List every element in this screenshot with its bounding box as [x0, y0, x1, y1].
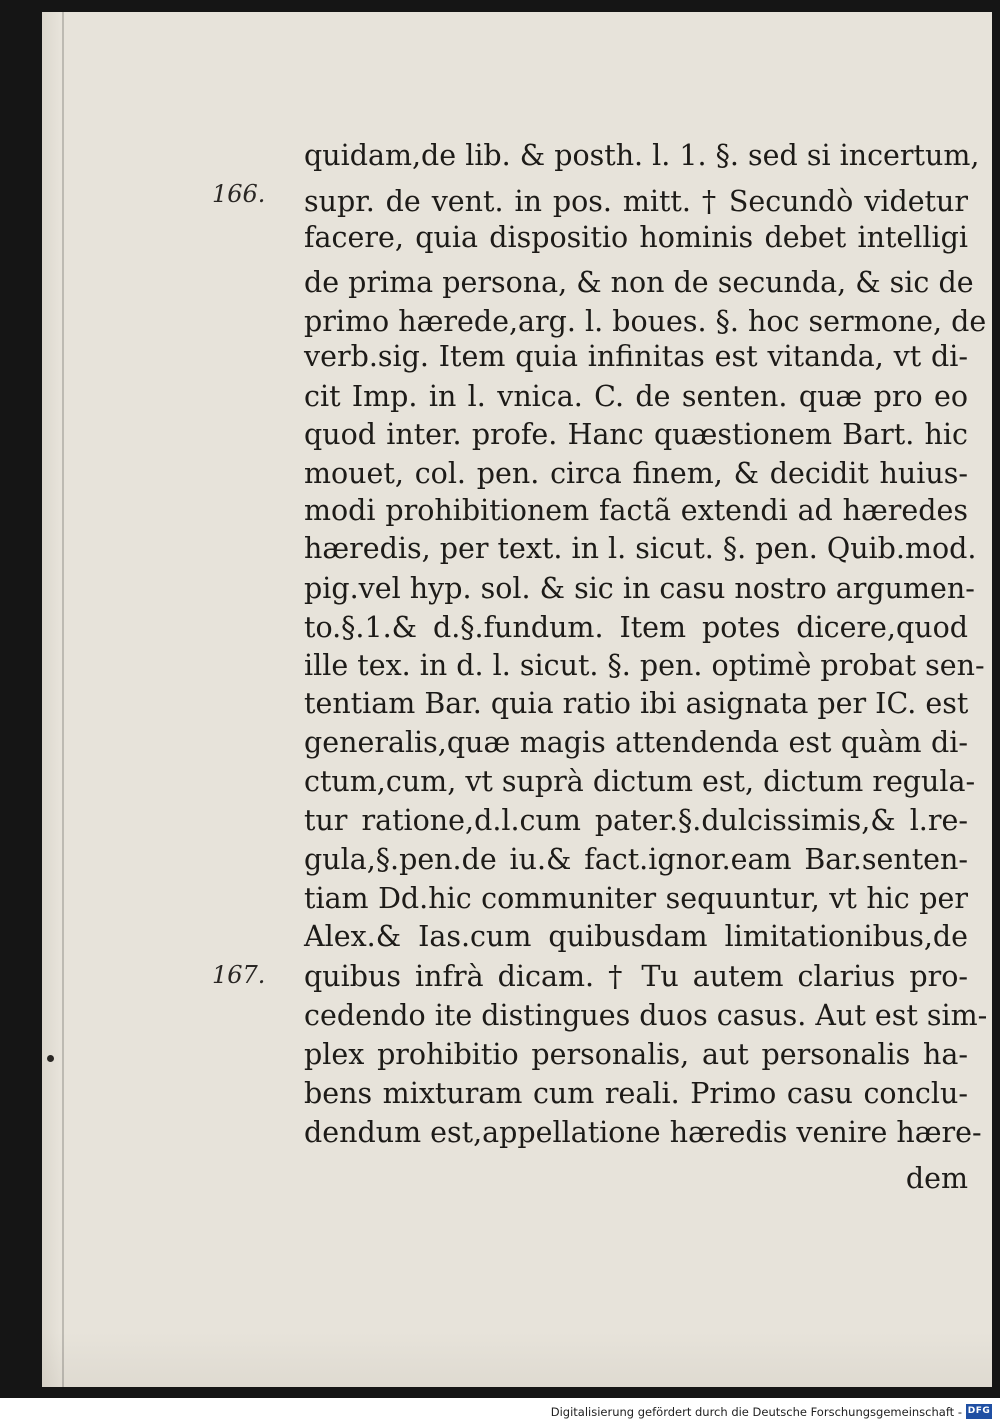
footer-bar: [0, 1398, 1000, 1425]
marginal-number: 167.: [212, 961, 266, 989]
text-line: quibus infrà dicam. † Tu autem clarius pro-: [304, 960, 968, 993]
text-line: de prima persona, & non de secunda, & sic de: [304, 266, 974, 299]
text-line: quidam,de lib. & posth. l. 1. §. sed si incertum,: [304, 139, 980, 172]
text-line: primo hærede,arg. l. boues. §. hoc sermone, de: [304, 305, 987, 338]
dfg-logo-icon: DFG: [966, 1404, 992, 1419]
text-line: tiam Dd.hic communiter sequuntur, vt hic per: [304, 882, 968, 915]
text-line: hæredis, per text. in l. sicut. §. pen. Quib.mod.: [304, 532, 977, 565]
margin-dot-mark: [47, 1055, 54, 1062]
page-gutter: [62, 12, 64, 1387]
text-line: Alex.& Ias.cum quibusdam limitationibus,de: [304, 920, 968, 953]
catchword: dem: [905, 1162, 968, 1195]
text-line: generalis,quæ magis attendenda est quàm di-: [304, 726, 968, 759]
text-line: verb.sig. Item quia infinitas est vitanda, vt di-: [304, 340, 968, 373]
text-line: mouet, col. pen. circa finem, & decidit huius-: [304, 457, 968, 490]
text-line: quod inter. profe. Hanc quæstionem Bart. hic: [304, 418, 968, 451]
text-line: pig.vel hyp. sol. & sic in casu nostro argumen-: [304, 572, 975, 605]
text-line: bens mixturam cum reali. Primo casu conclu-: [304, 1077, 968, 1110]
text-line: ctum,cum, vt suprà dictum est, dictum regula-: [304, 765, 976, 798]
text-line: modi prohibitionem factã extendi ad hæredes: [304, 494, 968, 527]
text-line: facere, quia dispositio hominis debet intelligi: [304, 221, 968, 254]
text-line: cit Imp. in l. vnica. C. de senten. quæ pro eo: [304, 380, 968, 413]
marginal-number: 166.: [212, 180, 266, 208]
text-line: dendum est,appellatione hæredis venire hære-: [304, 1116, 982, 1149]
footer-attribution: Digitalisierung gefördert durch die Deutsche Forschungsgemeinschaft -: [550, 1405, 962, 1419]
text-line: tentiam Bar. quia ratio ibi asignata per IC. est: [304, 687, 969, 720]
text-line: ille tex. in d. l. sicut. §. pen. optimè probat sen-: [304, 649, 985, 682]
text-line: plex prohibitio personalis, aut personalis ha-: [304, 1038, 968, 1071]
text-line: tur ratione,d.l.cum pater.§.dulcissimis,& l.re-: [304, 804, 968, 837]
text-line: supr. de vent. in pos. mitt. † Secundò videtur: [304, 185, 968, 218]
text-line: gula,§.pen.de iu.& fact.ignor.eam Bar.senten-: [304, 843, 968, 876]
text-line: cedendo ite distingues duos casus. Aut est sim-: [304, 999, 988, 1032]
text-line: to.§.1.& d.§.fundum. Item potes dicere,quod: [304, 611, 968, 644]
